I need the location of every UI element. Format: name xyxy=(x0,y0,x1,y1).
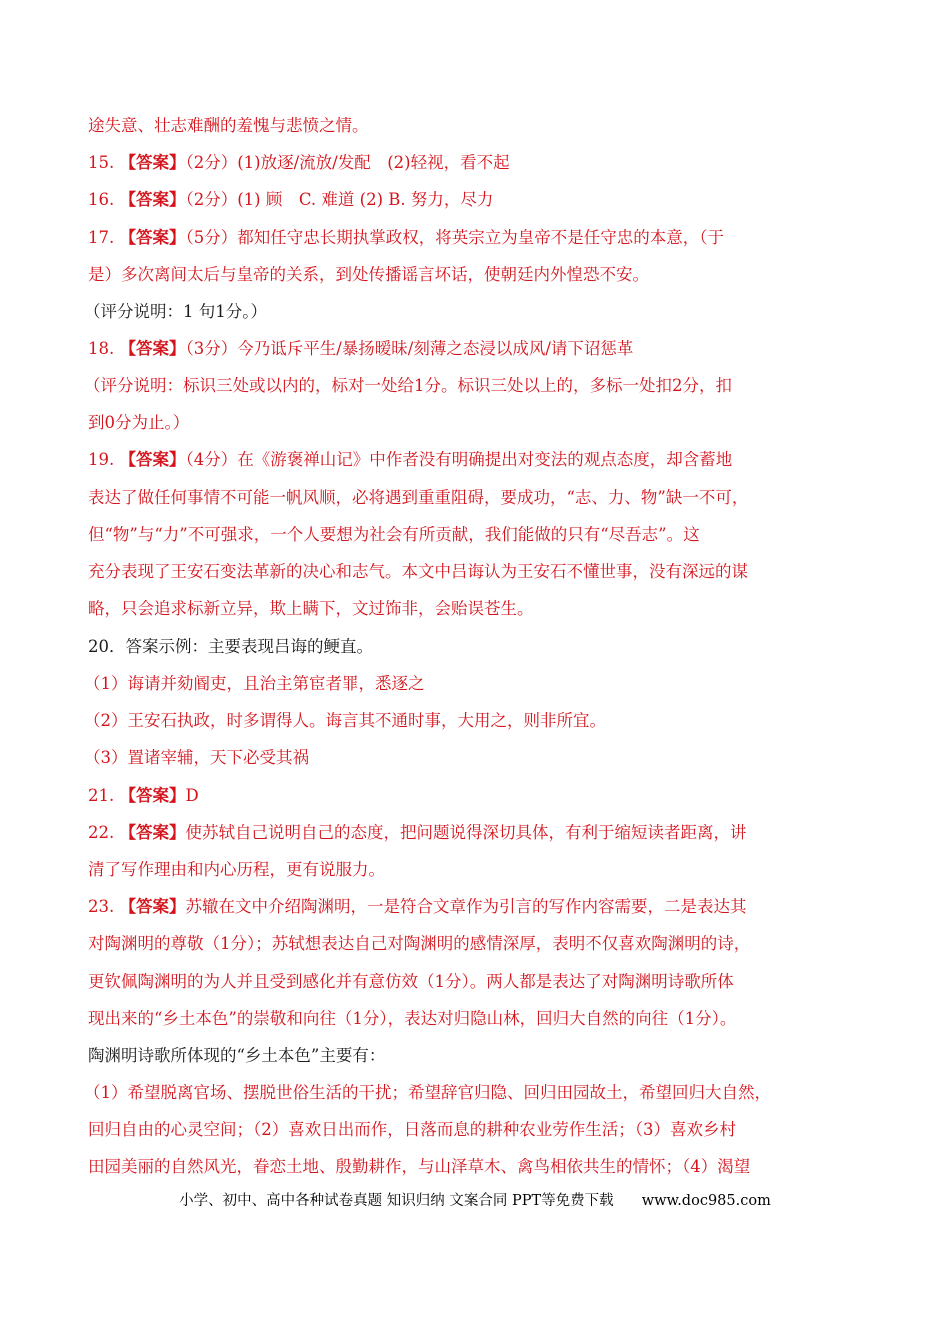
text-line: 清了写作理由和内心历程，更有说服力。 xyxy=(88,860,385,879)
answer-text: （2分）(1) 顾 C. 难道 (2) B. 努力，尽力 xyxy=(185,190,494,209)
answer-label: 【答案】 xyxy=(119,786,186,805)
text-line: 充分表现了王安石变法革新的决心和志气。本文中吕诲认为王安石不懂世事，没有深远的谋 xyxy=(88,562,748,581)
text-line: 田园美丽的自然风光，眷恋土地、殷勤耕作，与山泽草木、禽鸟相依共生的情怀；（4）渴望 xyxy=(88,1157,751,1176)
answer-text: D xyxy=(185,786,199,805)
text-line: 现出来的“乡土本色”的崇敬和向往（1分），表达对归隐山林，回归大自然的向往（1分）。 xyxy=(88,1009,737,1028)
answer-label: 【答案】 xyxy=(119,153,186,172)
question-number: 22. xyxy=(88,823,115,842)
question-number: 23. xyxy=(88,897,115,916)
answer-label: 【答案】 xyxy=(119,450,186,469)
text-line: 回归自由的心灵空间；（2）喜欢日出而作，日落而息的耕种农业劳作生活；（3）喜欢乡村 xyxy=(88,1120,736,1139)
answer-16 xyxy=(88,189,878,211)
answer-20: 20．答案示例：主要表现吕诲的鲠直。 xyxy=(88,637,373,656)
text-line: 途失意、壮志难酬的羞愧与悲愤之情。 xyxy=(88,116,369,135)
text-line: （3）置诸宰辅，天下必受其祸 xyxy=(84,748,309,767)
text-line: 略，只会追求标新立异，欺上瞒下，文过饰非，会贻误苍生。 xyxy=(88,599,534,618)
text-line: 表达了做任何事情不可能一帆风顺，必将遇到重重阻碍，要成功，“志、力、物”缺一不可， xyxy=(88,488,749,507)
answer-22 xyxy=(88,822,878,844)
question-number: 15. xyxy=(88,153,115,172)
question-number: 17. xyxy=(88,228,115,247)
answer-21 xyxy=(88,785,878,807)
answer-text: 使苏轼自己说明自己的态度，把问题说得深切具体，有利于缩短读者距离，讲 xyxy=(185,823,747,842)
question-number: 16. xyxy=(88,190,115,209)
text-line: 陶渊明诗歌所体现的“乡土本色”主要有： xyxy=(88,1046,386,1065)
text-line: 但“物”与“力”不可强求，一个人要想为社会有所贡献，我们能做的只有“尽吾志”。这 xyxy=(88,525,700,544)
footer-text: 小学、初中、高中各种试卷真题 知识归纳 文案合同 PPT等免费下载 xyxy=(179,1193,614,1209)
footer-url: www.doc985.com xyxy=(641,1193,771,1209)
text-line: 对陶渊明的尊敬（1分）；苏轼想表达自己对陶渊明的感情深厚，表明不仅喜欢陶渊明的诗， xyxy=(88,934,751,953)
text-line: （1）诲请并劾阍吏，且治主第宦者罪，悉逐之 xyxy=(84,674,425,693)
answer-15 xyxy=(88,152,878,174)
question-number: 19. xyxy=(88,450,115,469)
question-number: 18. xyxy=(88,339,115,358)
answer-text: （2分）(1)放逐/流放/发配 (2)轻视，看不起 xyxy=(185,153,510,172)
scoring-note: （评分说明：1 句1分。） xyxy=(84,302,267,321)
text-line: 更钦佩陶渊明的为人并且受到感化并有意仿效（1分）。两人都是表达了对陶渊明诗歌所体 xyxy=(88,972,734,991)
page-footer xyxy=(0,1190,950,1212)
text-line: （1）希望脱离官场、摆脱世俗生活的干扰；希望辞官归隐、回归田园故土，希望回归大自然， xyxy=(84,1083,771,1102)
answer-23 xyxy=(88,896,878,918)
answer-label: 【答案】 xyxy=(119,190,186,209)
answer-text: （5分）都知任守忠长期执掌政权，将英宗立为皇帝不是任守忠的本意，（于 xyxy=(185,228,724,247)
scoring-note: （评分说明：标识三处或以内的，标对一处给1分。标识三处以上的，多标一处扣2分，扣 xyxy=(84,376,732,395)
text-line: 到0分为止。） xyxy=(88,413,190,432)
answer-text: 苏辙在文中介绍陶渊明，一是符合文章作为引言的写作内容需要，二是表达其 xyxy=(185,897,747,916)
text-line: 是）多次离间太后与皇帝的关系，到处传播谣言坏话，使朝廷内外惶恐不安。 xyxy=(88,265,649,284)
text-line: （2）王安石执政，时多谓得人。诲言其不通时事，大用之，则非所宜。 xyxy=(84,711,606,730)
answer-text: （3分）今乃诋斥平生/暴扬暧昧/刻薄之态浸以成风/请下诏惩革 xyxy=(185,339,634,358)
answer-label: 【答案】 xyxy=(119,228,186,247)
answer-19 xyxy=(88,449,878,471)
answer-18 xyxy=(88,338,878,360)
answer-text: （4分）在《游褒禅山记》中作者没有明确提出对变法的观点态度，却含蓄地 xyxy=(185,450,733,469)
answer-17 xyxy=(88,227,878,249)
answer-label: 【答案】 xyxy=(119,897,186,916)
answer-label: 【答案】 xyxy=(119,339,186,358)
answer-label: 【答案】 xyxy=(119,823,186,842)
question-number: 21. xyxy=(88,786,115,805)
